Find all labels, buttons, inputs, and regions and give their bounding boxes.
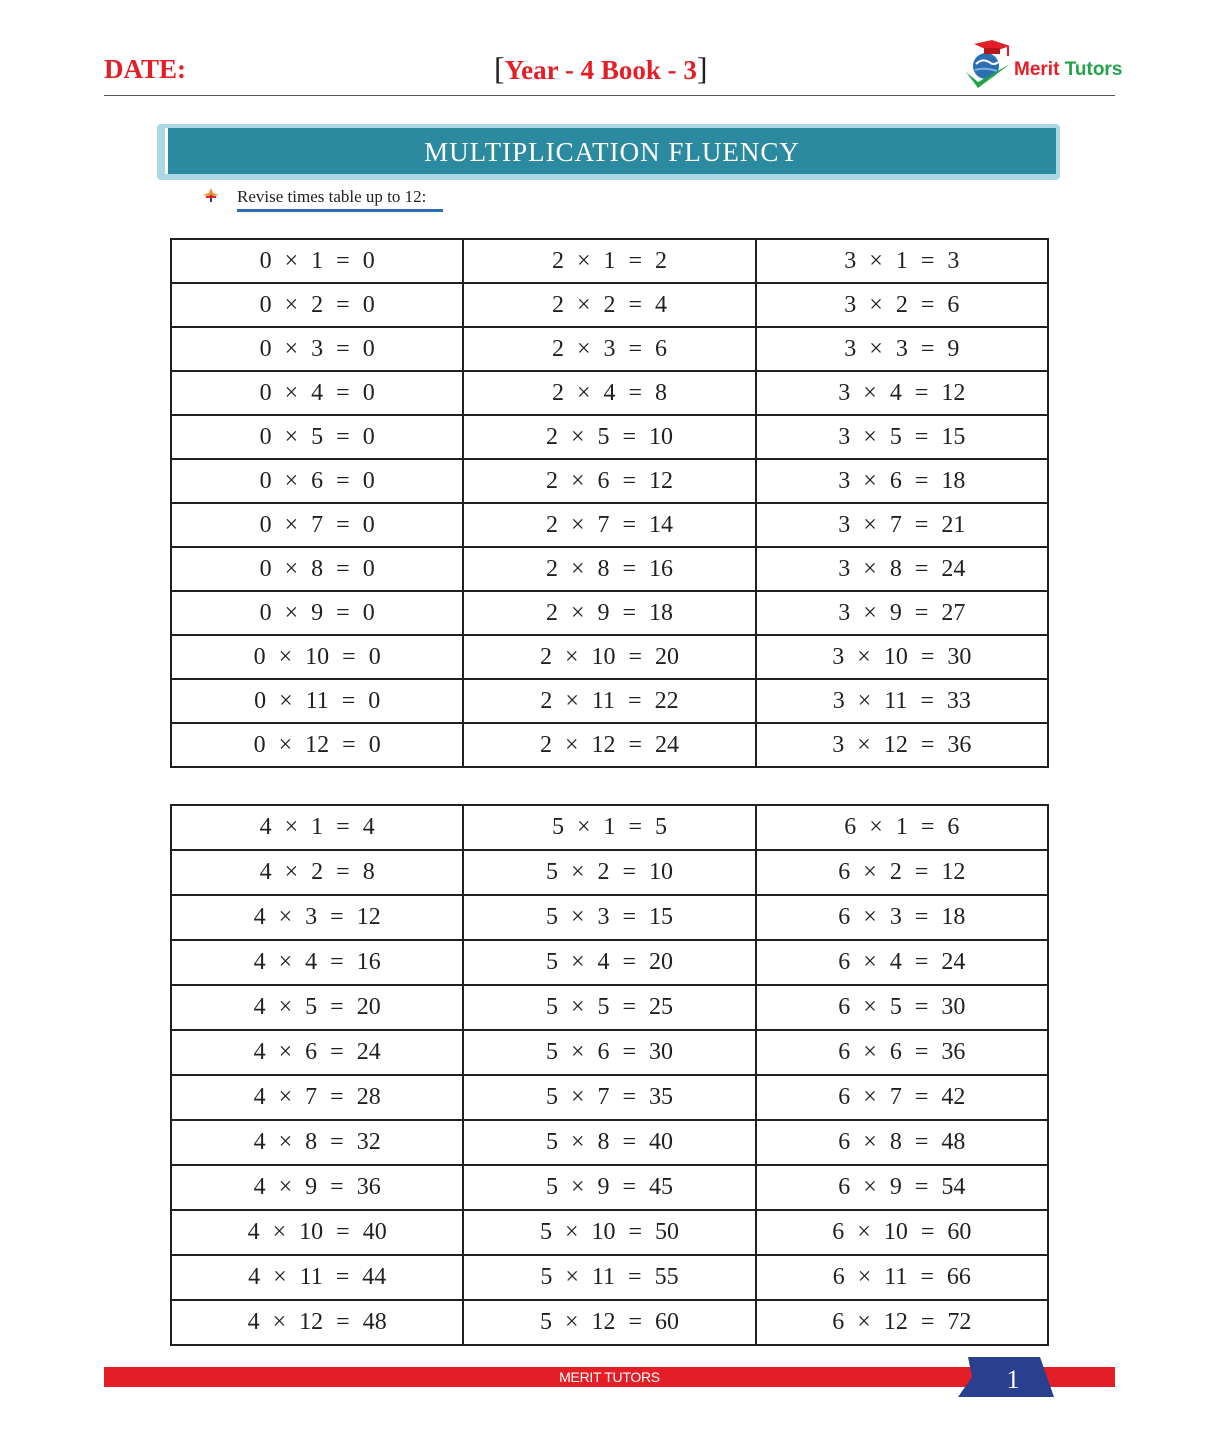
- table-cell: 4 × 2 = 8: [171, 850, 463, 895]
- table-cell: 2 × 8 = 16: [463, 547, 755, 591]
- table-row: [171, 1030, 1048, 1075]
- table-cell: 4 × 12 = 48: [171, 1300, 463, 1345]
- table-cell: 6 × 7 = 42: [756, 1075, 1048, 1120]
- table-cell: 4 × 5 = 20: [171, 985, 463, 1030]
- table-cell: 0 × 11 = 0: [171, 679, 463, 723]
- table-cell: 2 × 11 = 22: [463, 679, 755, 723]
- table-cell: 4 × 8 = 32: [171, 1120, 463, 1165]
- table-cell: 0 × 4 = 0: [171, 371, 463, 415]
- table-cell: 4 × 6 = 24: [171, 1030, 463, 1075]
- table-cell: 3 × 6 = 18: [756, 459, 1048, 503]
- table-cell: 0 × 12 = 0: [171, 723, 463, 767]
- table-row: [171, 415, 1048, 459]
- table-cell: 6 × 1 = 6: [756, 805, 1048, 850]
- table-cell: 2 × 3 = 6: [463, 327, 755, 371]
- table-row: [171, 1075, 1048, 1120]
- table-cell: 6 × 4 = 24: [756, 940, 1048, 985]
- book-title: [494, 50, 708, 87]
- table-cell: 2 × 6 = 12: [463, 459, 755, 503]
- table-row: [171, 805, 1048, 850]
- table-row: [171, 1210, 1048, 1255]
- times-table-0-2-3: [170, 238, 1049, 768]
- table-row: [171, 723, 1048, 767]
- table-cell: 3 × 2 = 6: [756, 283, 1048, 327]
- table-row: [171, 283, 1048, 327]
- table-cell: 5 × 7 = 35: [463, 1075, 755, 1120]
- table-cell: 2 × 10 = 20: [463, 635, 755, 679]
- table-cell: 6 × 9 = 54: [756, 1165, 1048, 1210]
- table-cell: 0 × 6 = 0: [171, 459, 463, 503]
- table-cell: 4 × 9 = 36: [171, 1165, 463, 1210]
- table-cell: 5 × 8 = 40: [463, 1120, 755, 1165]
- page-header: [104, 40, 1123, 96]
- table-row: [171, 1165, 1048, 1210]
- table-cell: 0 × 9 = 0: [171, 591, 463, 635]
- table-row: [171, 1300, 1048, 1345]
- table-cell: 6 × 2 = 12: [756, 850, 1048, 895]
- table-row: [171, 371, 1048, 415]
- table-cell: 2 × 1 = 2: [463, 239, 755, 283]
- table-cell: 5 × 1 = 5: [463, 805, 755, 850]
- table-cell: 4 × 7 = 28: [171, 1075, 463, 1120]
- open-bracket: [: [494, 50, 505, 86]
- page-number-badge: [958, 1357, 1054, 1397]
- table-cell: 5 × 9 = 45: [463, 1165, 755, 1210]
- times-table-4-5-6: [170, 804, 1049, 1346]
- table-cell: 5 × 4 = 20: [463, 940, 755, 985]
- section-banner: [157, 124, 1060, 182]
- banner-bar: [165, 128, 1056, 174]
- table-cell: 6 × 10 = 60: [756, 1210, 1048, 1255]
- table-row: [171, 635, 1048, 679]
- instruction-underline: [237, 209, 443, 212]
- table-cell: 2 × 2 = 4: [463, 283, 755, 327]
- table-cell: 0 × 3 = 0: [171, 327, 463, 371]
- table-cell: 5 × 10 = 50: [463, 1210, 755, 1255]
- table-cell: 0 × 2 = 0: [171, 283, 463, 327]
- table-cell: 4 × 4 = 16: [171, 940, 463, 985]
- table-row: [171, 503, 1048, 547]
- table-cell: 6 × 3 = 18: [756, 895, 1048, 940]
- date-label: DATE:: [104, 54, 187, 84]
- table-cell: 5 × 12 = 60: [463, 1300, 755, 1345]
- table-cell: 0 × 8 = 0: [171, 547, 463, 591]
- table-row: [171, 591, 1048, 635]
- logo-word-tutors: Tutors: [1064, 59, 1123, 80]
- table-row: [171, 679, 1048, 723]
- table-cell: 6 × 6 = 36: [756, 1030, 1048, 1075]
- table-cell: 4 × 1 = 4: [171, 805, 463, 850]
- table-row: [171, 940, 1048, 985]
- table-cell: 3 × 12 = 36: [756, 723, 1048, 767]
- table-cell: 5 × 3 = 15: [463, 895, 755, 940]
- table-cell: 3 × 11 = 33: [756, 679, 1048, 723]
- logo-word-merit: Merit: [1014, 59, 1060, 80]
- table-cell: 4 × 11 = 44: [171, 1255, 463, 1300]
- table-cell: 3 × 10 = 30: [756, 635, 1048, 679]
- logo-wordmark: [1014, 59, 1122, 81]
- page-number: 1: [1006, 1365, 1020, 1394]
- table-cell: 0 × 7 = 0: [171, 503, 463, 547]
- table-cell: 5 × 6 = 30: [463, 1030, 755, 1075]
- table-cell: 3 × 4 = 12: [756, 371, 1048, 415]
- table-cell: 6 × 12 = 72: [756, 1300, 1048, 1345]
- table-cell: 2 × 4 = 8: [463, 371, 755, 415]
- table-cell: 6 × 8 = 48: [756, 1120, 1048, 1165]
- table-row: [171, 239, 1048, 283]
- table-row: [171, 327, 1048, 371]
- table-row: [171, 895, 1048, 940]
- footer-text: MERIT TUTORS: [559, 1369, 660, 1385]
- table-cell: 4 × 10 = 40: [171, 1210, 463, 1255]
- merit-tutors-logo: [962, 40, 1122, 94]
- table-cell: 3 × 1 = 3: [756, 239, 1048, 283]
- table-cell: 5 × 11 = 55: [463, 1255, 755, 1300]
- table-cell: 2 × 9 = 18: [463, 591, 755, 635]
- close-bracket: ]: [696, 50, 708, 86]
- table-cell: 3 × 9 = 27: [756, 591, 1048, 635]
- pushpin-bullet-icon: [203, 188, 219, 202]
- table-row: [171, 459, 1048, 503]
- table-cell: 3 × 7 = 21: [756, 503, 1048, 547]
- table-cell: 4 × 3 = 12: [171, 895, 463, 940]
- table-cell: 2 × 12 = 24: [463, 723, 755, 767]
- header-divider: [104, 95, 1115, 96]
- table-cell: 3 × 5 = 15: [756, 415, 1048, 459]
- graduation-globe-icon: [962, 40, 1014, 94]
- table-cell: 5 × 2 = 10: [463, 850, 755, 895]
- table-cell: 0 × 5 = 0: [171, 415, 463, 459]
- table-cell: 2 × 7 = 14: [463, 503, 755, 547]
- table-cell: 0 × 1 = 0: [171, 239, 463, 283]
- table-cell: 3 × 3 = 9: [756, 327, 1048, 371]
- book-title-text: Year - 4 Book - 3: [504, 55, 697, 85]
- table-row: [171, 1255, 1048, 1300]
- table-cell: 6 × 5 = 30: [756, 985, 1048, 1030]
- table-row: [171, 1120, 1048, 1165]
- table-cell: 5 × 5 = 25: [463, 985, 755, 1030]
- table-cell: 2 × 5 = 10: [463, 415, 755, 459]
- table-row: [171, 985, 1048, 1030]
- table-row: [171, 547, 1048, 591]
- banner-title: MULTIPLICATION FLUENCY: [424, 137, 800, 167]
- table-cell: 6 × 11 = 66: [756, 1255, 1048, 1300]
- table-row: [171, 850, 1048, 895]
- table-cell: 0 × 10 = 0: [171, 635, 463, 679]
- instruction-text: Revise times table up to 12:: [237, 187, 427, 206]
- table-cell: 3 × 8 = 24: [756, 547, 1048, 591]
